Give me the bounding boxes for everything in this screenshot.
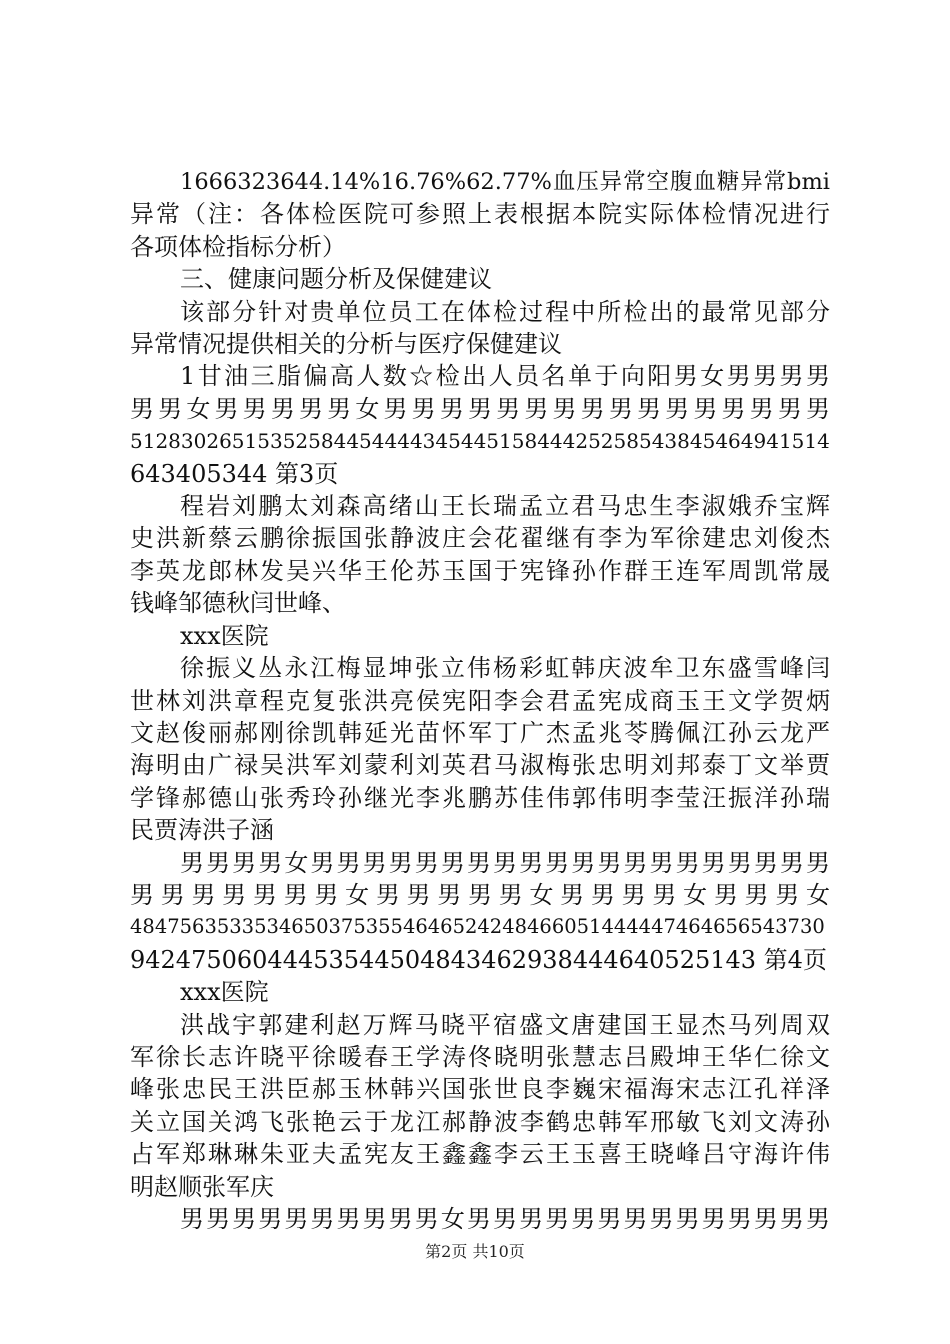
paragraph-line: 关立国关鸿飞张艳云于龙江郝静波李鹤忠韩军邢敏飞刘文涛孙 [130,1107,830,1136]
paragraph-line: 钱峰邹德秋闫世峰、 [130,589,346,618]
paragraph-line: 异常（注：各体检医院可参照上表根据本院实际体检情况进行 [130,200,830,229]
paragraph-line: 峰张忠民王洪臣郝玉林韩兴国张世良李巍宋福海宋志江孔祥泽 [130,1075,830,1104]
paragraph-line: 明赵顺张军庆 [130,1172,274,1201]
paragraph-line: 海明由广禄吴洪军刘蒙利刘英君马淑梅张忠明刘邦泰丁文举贾 [130,751,830,780]
paragraph-line: 男男男男女男男男男男男男男男男男男男男男男男男男男 [180,848,830,877]
paragraph-line: 洪战宇郭建利赵万辉马晓平宿盛文唐建国王显杰马列周双 [180,1010,830,1039]
paragraph-line: 男男女男男男男男女男男男男男男男男男男男男男男男男 [130,394,830,423]
paragraph-line: 学锋郝德山张秀玲孙继光李兆鹏苏佳伟郭伟明李莹汪振洋孙瑞 [130,783,830,812]
paragraph-line: 占军郑琳琳朱亚夫孟宪友王鑫鑫李云王玉喜王晓峰吕守海许伟 [130,1140,830,1169]
paragraph-line: 1666323644.14%16.76%62.77%血压异常空腹血糖异常bmi [180,169,830,195]
page-footer: 第2页 共10页 [425,1242,525,1261]
paragraph-line: 48475635335346503753554646524248466051444447464656543730 [130,915,825,939]
paragraph-line: 94247506044453544504843462938444640525143 第4页 [130,945,827,974]
hospital-label: xxx医院 [180,621,269,650]
paragraph-line: 徐振义丛永江梅显坤张立伟杨彩虹韩庆波牟卫东盛雪峰闫 [180,654,830,683]
paragraph-line: 异常情况提供相关的分析与医疗保健建议 [130,330,562,359]
paragraph-line: 世林刘洪章程克复张洪亮侯宪阳李会君孟宪成商玉王文学贺炳 [130,686,830,715]
paragraph-line: 5128302651535258445444434544515844425258543845464941514 [130,429,830,454]
paragraph-line: 1甘油三脂偏高人数☆检出人员名单于向阳男女男男男男 [180,362,830,391]
paragraph-line: 李英龙郎林发吴兴华王伦苏玉国于宪锋孙作群王连军周凯常晟 [130,556,830,585]
hospital-label: xxx医院 [180,978,269,1007]
paragraph-line: 643405344 第3页 [130,459,339,488]
paragraph-line: 民贾涛洪子涵 [130,816,274,845]
paragraph-line: 男男男男男男男男男男女男男男男男男男男男男男男男男 [180,1205,830,1233]
paragraph-line: 男男男男男男男女男男男男男女男男男男女男男男女 [130,880,830,909]
paragraph-line: 史洪新蔡云鹏徐振国张静波庄会花翟继有李为军徐建忠刘俊杰 [130,524,830,553]
paragraph-line: 该部分针对贵单位员工在体检过程中所检出的最常见部分 [180,297,830,326]
paragraph-line: 各项体检指标分析） [130,232,346,261]
section-heading: 三、健康问题分析及保健建议 [180,265,492,294]
paragraph-line: 程岩刘鹏太刘森高绪山王长瑞孟立君马忠生李淑娥乔宝辉 [180,492,830,521]
paragraph-line: 文赵俊丽郝刚徐凯韩延光苗怀军丁广杰孟兆苓腾佩江孙云龙严 [130,718,830,747]
paragraph-line: 军徐长志许晓平徐暖春王学涛佟晓明张慧志吕殿坤王华仁徐文 [130,1042,830,1071]
